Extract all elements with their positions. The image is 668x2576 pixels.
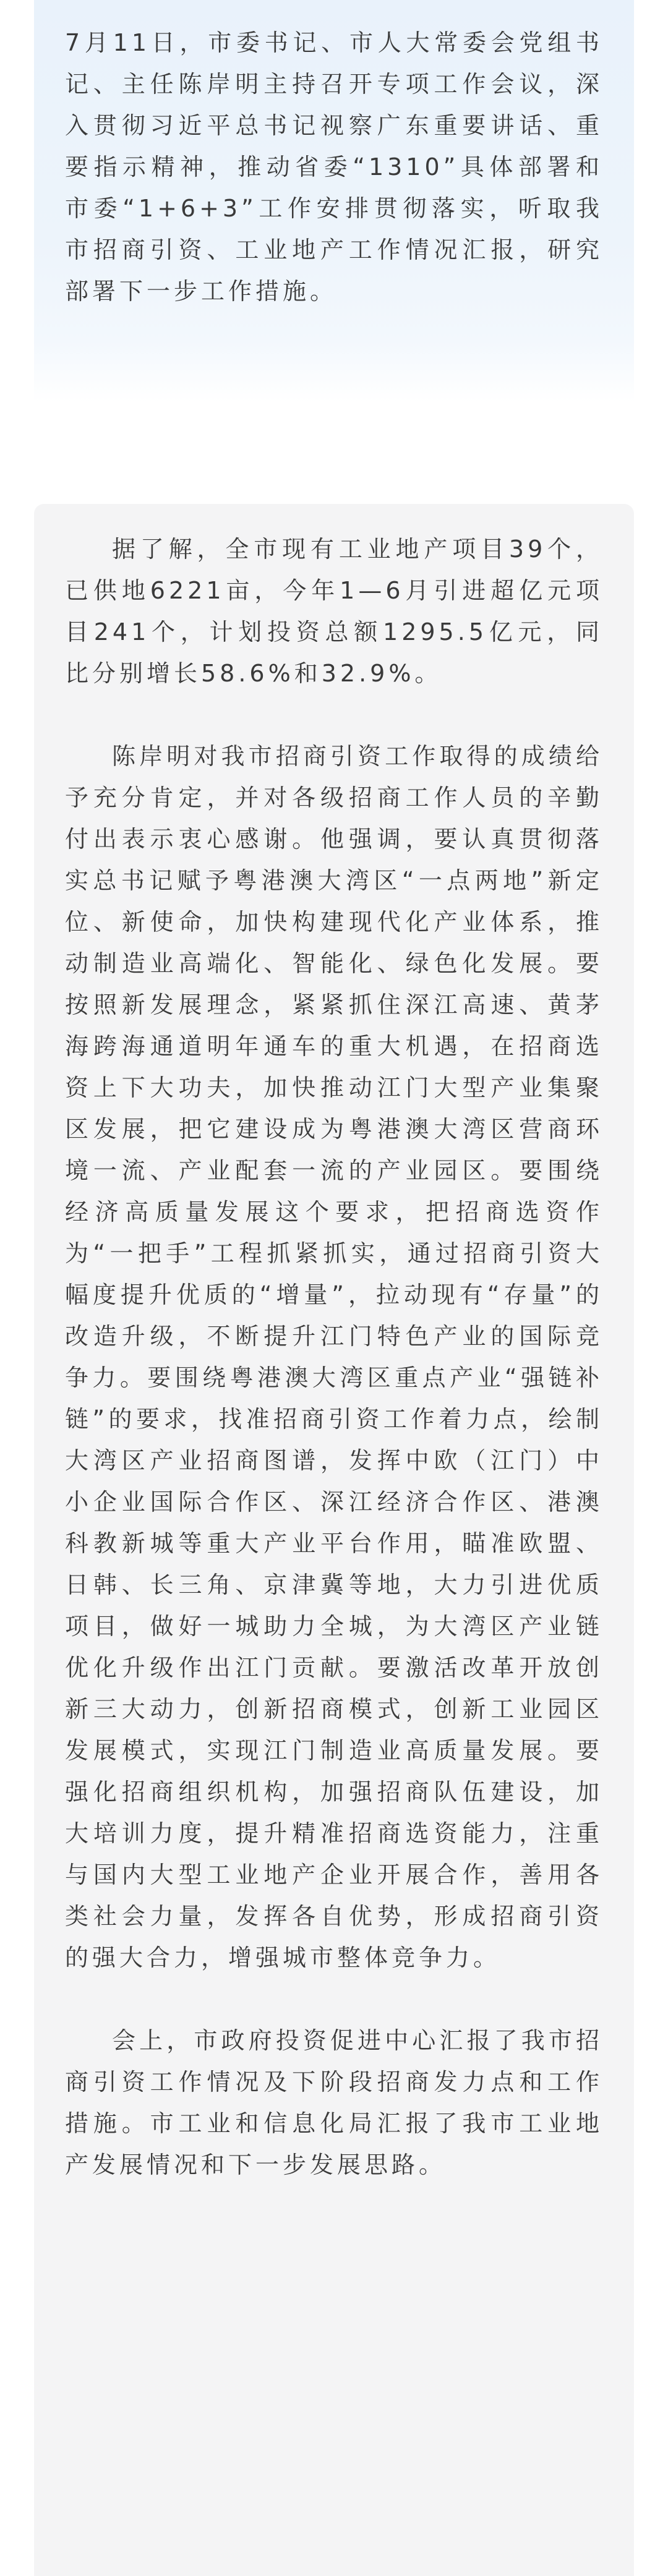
intro-card <box>34 0 634 402</box>
body-card <box>34 504 634 2576</box>
paragraph-remarks: 陈岸明对我市招商引资工作取得的成绩给予充分肯定，并对各级招商工作人员的辛勤付出表示衷心感谢。他强调，要认真贯彻落实总书记赋予粤港澳大湾区“一点两地”新定位、新使命，加快构建现代化产业体系，推动制造业高端化、智能化、绿色化发展。要按照新发展理念，紧紧抓住深江高速、黄茅海跨海通道明年通车的重大机遇，在招商选资上下大功夫，加快推动江门大型产业集聚区发展，把它建设成为粤港澳大湾区营商环境一流、产业配套一流的产业园区。要围绕经济高质量发展这个要求，把招商选资作为“一把手”工程抓紧抓实，通过招商引资大幅度提升优质的“增量”，拉动现有“存量”的改造升级，不断提升江门特色产业的国际竞争力。要围绕粤港澳大湾区重点产业“强链补链”的要求，找准招商引资工作着力点，绘制大湾区产业招商图谱，发挥中欧（江门）中小企业国际合作区、深江经济合作区、港澳科教新城等重大产业平台作用，瞄准欧盟、日韩、长三角、京津冀等地，大力引进优质项目，做好一城助力全城，为大湾区产业链优化升级作出江门贡献。要激活改革开放创新三大动力，创新招商模式，创新工业园区发展模式，实现江门制造业高质量发展。要强化招商组织机构，加强招商队伍建设，加大培训力度，提升精准招商选资能力，注重与国内大型工业地产企业开展合作，善用各类社会力量，发挥各自优势，形成招商引资的强大合力，增强城市整体竞争力。 <box>65 743 603 1971</box>
paragraph-stats: 据了解，全市现有工业地产项目39个，已供地6221亩，今年1—6月引进超亿元项目241个，计划投资总额1295.5亿元，同比分别增长58.6%和32.9%。 <box>65 535 603 687</box>
intro-paragraph: 7月11日，市委书记、市人大常委会党组书记、主任陈岸明主持召开专项工作会议，深入贯彻习近平总书记视察广东重要讲话、重要指示精神，推动省委“1310”具体部署和市委“1+6+3”工作安排贯彻落实，听取我市招商引资、工业地产工作情况汇报，研究部署下一步工作措施。 <box>65 29 603 305</box>
paragraph-reports: 会上，市政府投资促进中心汇报了我市招商引资工作情况及下阶段招商发力点和工作措施。市工业和信息化局汇报了我市工业地产发展情况和下一步发展思路。 <box>65 2027 603 2178</box>
